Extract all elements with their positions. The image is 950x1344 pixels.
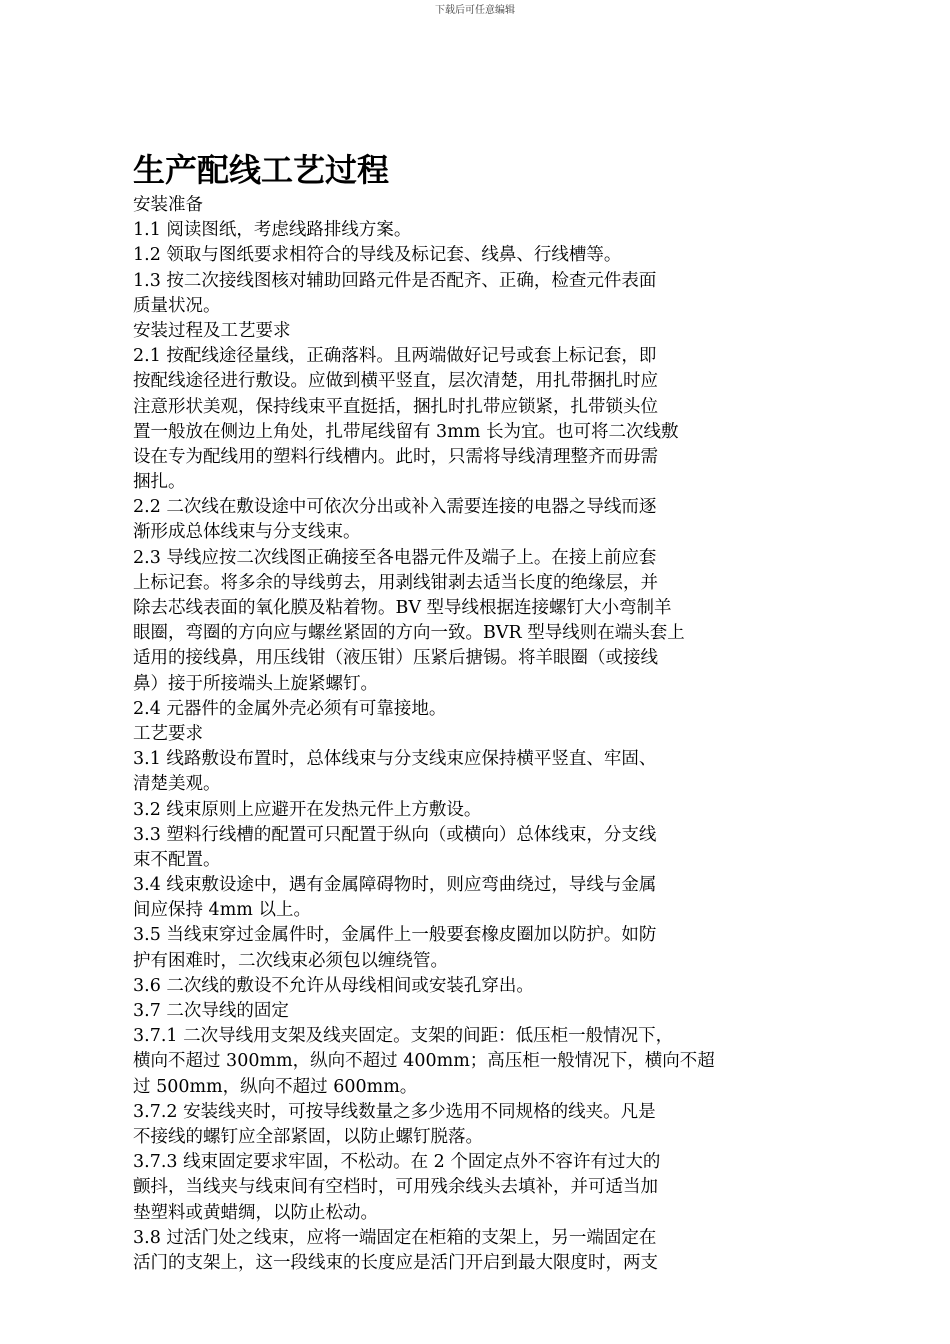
document-title: 生产配线工艺过程 <box>133 151 390 189</box>
text-line: 过 500mm，纵向不超过 600mm。 <box>133 1076 418 1097</box>
text-line: 清楚美观。 <box>133 774 221 795</box>
text-line: 2.3 导线应按二次线图正确接至各电器元件及端子上。在接上前应套 <box>133 547 657 568</box>
text-line: 3.8 过活门处之线束，应将一端固定在柜箱的支架上，另一端固定在 <box>133 1227 657 1248</box>
text-line: 按配线途径进行敷设。应做到横平竖直，层次清楚，用扎带捆扎时应 <box>133 371 658 392</box>
text-line: 安装过程及工艺要求 <box>133 320 291 341</box>
text-line: 不接线的螺钉应全部紧固，以防止螺钉脱落。 <box>133 1126 483 1147</box>
text-line: 横向不超过 300mm，纵向不超过 400mm；高压柜一般情况下，横向不超 <box>133 1051 715 1072</box>
text-line: 1.1 阅读图纸，考虑线路排线方案。 <box>133 220 412 241</box>
text-line: 上标记套。将多余的导线剪去，用剥线钳剥去适当长度的绝缘层，并 <box>133 572 658 593</box>
text-line: 垫塑料或黄蜡绸，以防止松动。 <box>133 1202 378 1223</box>
text-line: 工艺要求 <box>133 723 203 744</box>
text-line: 3.4 线束敷设途中，遇有金属障碍物时，则应弯曲绕过，导线与金属 <box>133 875 657 896</box>
text-line: 2.1 按配线途径量线，正确落料。且两端做好记号或套上标记套，即 <box>133 346 657 367</box>
text-line: 捆扎。 <box>133 472 186 493</box>
text-line: 活门的支架上，这一段线束的长度应是活门开启到最大限度时，两支 <box>133 1252 658 1273</box>
text-line: 护有困难时，二次线束必须包以缠绕管。 <box>133 950 448 971</box>
text-line: 3.1 线路敷设布置时，总体线束与分支线束应保持横平竖直、牢固、 <box>133 749 657 770</box>
text-line: 眼圈，弯圈的方向应与螺丝紧固的方向一致。BVR 型导线则在端头套上 <box>133 623 685 644</box>
text-line: 1.3 按二次接线图核对辅助回路元件是否配齐、正确，检查元件表面 <box>133 270 657 291</box>
text-line: 鼻）接于所接端头上旋紧螺钉。 <box>133 673 378 694</box>
text-line: 间应保持 4mm 以上。 <box>133 900 311 921</box>
text-line: 2.4 元器件的金属外壳必须有可靠接地。 <box>133 698 447 719</box>
text-line: 适用的接线鼻，用压线钳（液压钳）压紧后搪锡。将羊眼圈（或接线 <box>133 648 658 669</box>
page-header-note: 下载后可任意编辑 <box>435 5 515 16</box>
text-line: 3.7.3 线束固定要求牢固，不松动。在 2 个固定点外不容许有过大的 <box>133 1152 661 1173</box>
text-line: 3.2 线束原则上应避开在发热元件上方敷设。 <box>133 799 482 820</box>
text-line: 1.2 领取与图纸要求相符合的导线及标记套、线鼻、行线槽等。 <box>133 245 622 266</box>
text-line: 3.7 二次导线的固定 <box>133 1001 289 1021</box>
text-line: 3.6 二次线的敷设不允许从母线相间或安装孔穿出。 <box>133 975 534 996</box>
document-body <box>133 193 833 1276</box>
text-line: 颤抖，当线夹与线束间有空档时，可用残余线头去填补，并可适当加 <box>133 1177 658 1198</box>
text-line: 设在专为配线用的塑料行线槽内。此时，只需将导线清理整齐而毋需 <box>133 446 658 467</box>
text-line: 3.7.1 二次导线用支架及线夹固定。支架的间距：低压柜一般情况下， <box>133 1026 674 1047</box>
text-line: 束不配置。 <box>133 849 221 870</box>
text-line: 置一般放在侧边上角处，扎带尾线留有 3mm 长为宜。也可将二次线敷 <box>133 421 679 442</box>
text-line: 2.2 二次线在敷设途中可依次分出或补入需要连接的电器之导线而逐 <box>133 497 657 518</box>
text-line: 渐形成总体线束与分支线束。 <box>133 522 361 543</box>
text-line: 3.7.2 安装线夹时，可按导线数量之多少选用不同规格的线夹。凡是 <box>133 1101 656 1122</box>
text-line: 安装准备 <box>133 195 203 215</box>
document-page <box>133 150 833 1276</box>
text-line: 3.3 塑料行线槽的配置可只配置于纵向（或横向）总体线束，分支线 <box>133 824 657 845</box>
text-line: 除去芯线表面的氧化膜及粘着物。BV 型导线根据连接螺钉大小弯制羊 <box>133 598 672 618</box>
text-line: 3.5 当线束穿过金属件时，金属件上一般要套橡皮圈加以防护。如防 <box>133 925 657 946</box>
text-line: 质量状况。 <box>133 295 221 316</box>
text-line: 注意形状美观，保持线束平直挺括，捆扎时扎带应锁紧，扎带锁头位 <box>133 396 658 417</box>
